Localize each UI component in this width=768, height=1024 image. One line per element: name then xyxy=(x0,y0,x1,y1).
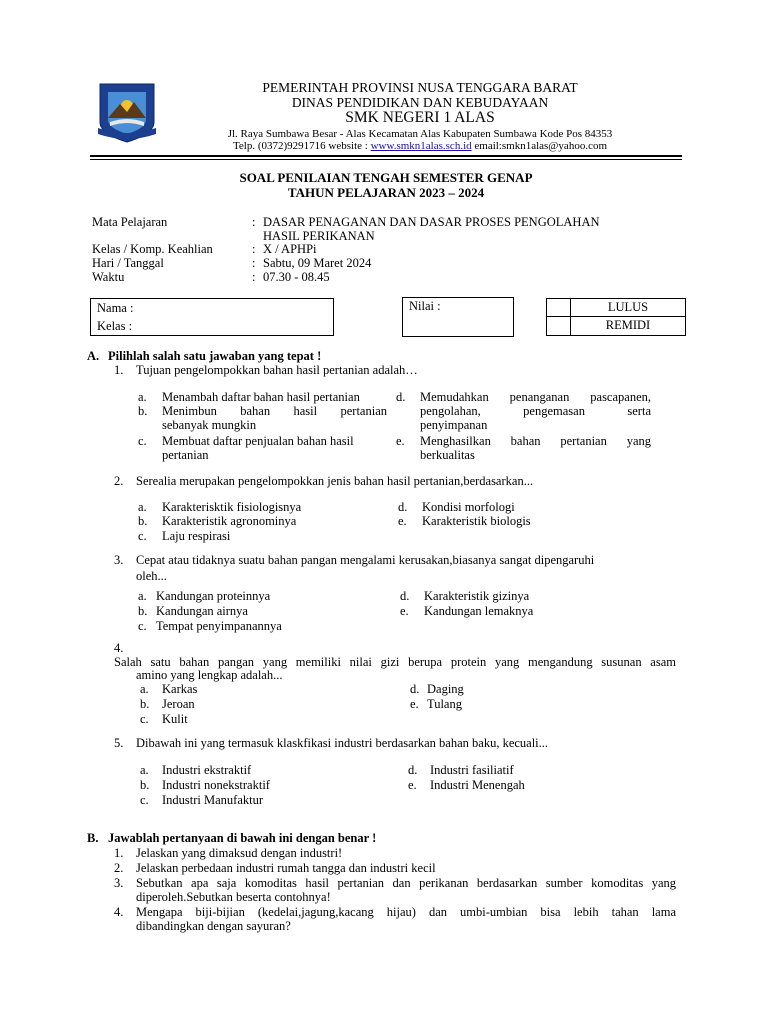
option-letter: b. xyxy=(138,404,148,418)
question-text: Dibawah ini yang termasuk klaskfikasi industri berdasarkan bahan baku, kecuali... xyxy=(136,736,549,750)
header-government: PEMERINTAH PROVINSI NUSA TENGGARA BARAT xyxy=(262,80,578,95)
option-letter: c. xyxy=(140,712,149,726)
option-letter: b. xyxy=(140,697,150,711)
question-text-cont: oleh... xyxy=(136,569,167,583)
question-text: Salah satu bahan pangan yang memiliki nilai gizi berupa protein yang mengandung susunan asam xyxy=(114,655,676,669)
option-letter: e. xyxy=(410,697,419,711)
question-number: 2. xyxy=(114,474,124,488)
header-rule-thick xyxy=(90,155,682,157)
option-letter: b. xyxy=(138,514,148,528)
option-text: Karkas xyxy=(162,682,198,696)
class-value: X / APHPi xyxy=(263,242,317,256)
option-letter: c. xyxy=(140,793,149,807)
section-a-marker: A. xyxy=(87,349,100,363)
option-text: Menimbun bahan hasil pertanian xyxy=(162,404,387,418)
question-number: 4. xyxy=(114,641,124,655)
option-letter: d. xyxy=(410,682,420,696)
question-text: Serealia merupakan pengelompokkan jenis bahan hasil pertanian,berdasarkan... xyxy=(136,474,534,488)
option-text: Industri ekstraktif xyxy=(162,763,252,777)
option-text: Daging xyxy=(427,682,464,696)
option-text: Laju respirasi xyxy=(162,529,231,543)
option-letter: d. xyxy=(400,589,410,603)
option-letter: d. xyxy=(408,763,418,777)
question-text: Tujuan pengelompokkan bahan hasil pertanian adalah… xyxy=(136,363,418,377)
option-text: Tempat penyimpanannya xyxy=(156,619,282,633)
question-number: 2. xyxy=(114,861,124,875)
option-letter: c. xyxy=(138,529,147,543)
option-text: Kandungan airnya xyxy=(156,604,248,618)
option-letter: a. xyxy=(138,500,147,514)
colon: : xyxy=(252,256,256,270)
name-field-label: Nama : xyxy=(97,301,134,315)
option-letter: d. xyxy=(396,390,406,404)
option-text: Kandungan lemaknya xyxy=(424,604,534,618)
time-value: 07.30 - 08.45 xyxy=(263,270,330,284)
email-text: email:smkn1alas@yahoo.com xyxy=(471,140,608,152)
option-text: Karakteristik agronominya xyxy=(162,514,297,528)
option-text: Karakterisktik fisiologisnya xyxy=(162,500,302,514)
date-label: Hari / Tanggal xyxy=(92,256,164,270)
option-text-cont: sebanyak mungkin xyxy=(162,418,257,432)
question-text: Jelaskan yang dimaksud dengan industri! xyxy=(136,846,343,860)
option-letter: c. xyxy=(138,434,147,448)
option-letter: b. xyxy=(138,604,148,618)
option-letter: e. xyxy=(398,514,407,528)
question-number: 3. xyxy=(114,876,124,890)
option-letter: b. xyxy=(140,778,150,792)
question-text-cont: diperoleh.Sebutkan beserta contohnya! xyxy=(136,890,331,904)
header-address: Jl. Raya Sumbawa Besar - Alas Kecamatan Alas Kabupaten Sumbawa Kode Pos 84353 xyxy=(227,128,613,140)
time-label: Waktu xyxy=(92,270,125,284)
option-text: Kandungan proteinnya xyxy=(156,589,271,603)
status-divider xyxy=(547,316,685,317)
colon: : xyxy=(252,215,256,229)
section-a-title: Pilihlah salah satu jawaban yang tepat ! xyxy=(108,349,322,363)
question-number: 1. xyxy=(114,846,124,860)
question-number: 4. xyxy=(114,905,124,919)
option-letter: a. xyxy=(140,763,149,777)
option-text-cont: berkualitas xyxy=(420,448,475,462)
status-lulus: LULUS xyxy=(607,300,649,314)
option-text: Kondisi morfologi xyxy=(422,500,515,514)
option-text: Menambah daftar bahan hasil pertanian xyxy=(162,390,360,404)
status-remidi: REMIDI xyxy=(605,318,651,332)
section-b-title: Jawablah pertanyaan di bawah ini dengan benar ! xyxy=(108,831,377,845)
colon: : xyxy=(252,242,256,256)
class-field-label: Kelas : xyxy=(97,319,133,333)
score-label: Nilai : xyxy=(409,299,441,313)
option-text-cont: pertanian xyxy=(162,448,209,462)
class-label: Kelas / Komp. Keahlian xyxy=(92,242,213,256)
option-letter: e. xyxy=(396,434,405,448)
header-contact xyxy=(180,139,660,154)
school-logo-emblem xyxy=(94,82,160,144)
subject-label: Mata Pelajaran xyxy=(92,215,168,229)
question-text: Jelaskan perbedaan industri rumah tangga dan industri kecil xyxy=(136,861,436,875)
option-letter: a. xyxy=(138,390,147,404)
question-number: 3. xyxy=(114,553,124,567)
subject-value: DASAR PENAGANAN DAN DASAR PROSES PENGOLAHAN xyxy=(263,215,600,229)
header-school-name: SMK NEGERI 1 ALAS xyxy=(345,109,495,126)
exam-title: SOAL PENILAIAN TENGAH SEMESTER GENAP xyxy=(239,170,533,185)
status-box xyxy=(546,298,686,336)
option-text: Karakteristik gizinya xyxy=(424,589,530,603)
question-text: Cepat atau tidaknya suatu bahan pangan mengalami kerusakan,biasanya sangat dipengaruhi xyxy=(136,553,595,567)
option-letter: e. xyxy=(408,778,417,792)
question-number: 5. xyxy=(114,736,124,750)
option-text: Kulit xyxy=(162,712,188,726)
option-text: Industri fasiliatif xyxy=(430,763,514,777)
student-identity-box xyxy=(90,298,334,336)
option-text: Tulang xyxy=(427,697,462,711)
option-text: Memudahkan penanganan pascapanen, xyxy=(420,390,651,404)
subject-value-cont: HASIL PERIKANAN xyxy=(263,229,375,243)
phone-text: Telp. (0372)9291716 website : xyxy=(232,140,371,152)
option-text: Industri Manufaktur xyxy=(162,793,264,807)
option-letter: e. xyxy=(400,604,409,618)
option-text: Industri Menengah xyxy=(430,778,525,792)
option-text-cont: pengolahan, pengemasan serta xyxy=(420,404,651,418)
option-text: Karakteristik biologis xyxy=(422,514,531,528)
exam-year: TAHUN PELAJARAN 2023 – 2024 xyxy=(287,185,485,200)
option-text: Industri nonekstraktif xyxy=(162,778,270,792)
question-text: Sebutkan apa saja komoditas hasil pertanian dan perikanan berdasarkan sumber komoditas yang xyxy=(136,876,676,890)
option-text: Jeroan xyxy=(162,697,195,711)
option-letter: d. xyxy=(398,500,408,514)
section-b-marker: B. xyxy=(87,831,99,845)
option-text-cont: penyimpanan xyxy=(420,418,488,432)
header-rule-thin xyxy=(90,159,682,160)
header-department: DINAS PENDIDIKAN DAN KEBUDAYAAN xyxy=(291,95,549,110)
website-link[interactable]: www.smkn1alas.sch.id xyxy=(370,140,472,152)
question-text-cont: dibandingkan dengan sayuran? xyxy=(136,919,291,933)
date-value: Sabtu, 09 Maret 2024 xyxy=(263,256,372,270)
question-text-cont: amino yang lengkap adalah... xyxy=(136,668,283,682)
option-letter: a. xyxy=(138,589,147,603)
option-text: Menghasilkan bahan pertanian yang xyxy=(420,434,651,448)
question-text: Mengapa biji-bijian (kedelai,jagung,kacang hijau) dan umbi-umbian bisa lebih tahan lama xyxy=(136,905,676,919)
question-number: 1. xyxy=(114,363,124,377)
colon: : xyxy=(252,270,256,284)
option-letter: c. xyxy=(138,619,147,633)
score-box xyxy=(402,297,514,337)
option-letter: a. xyxy=(140,682,149,696)
option-text: Membuat daftar penjualan bahan hasil xyxy=(162,434,354,448)
